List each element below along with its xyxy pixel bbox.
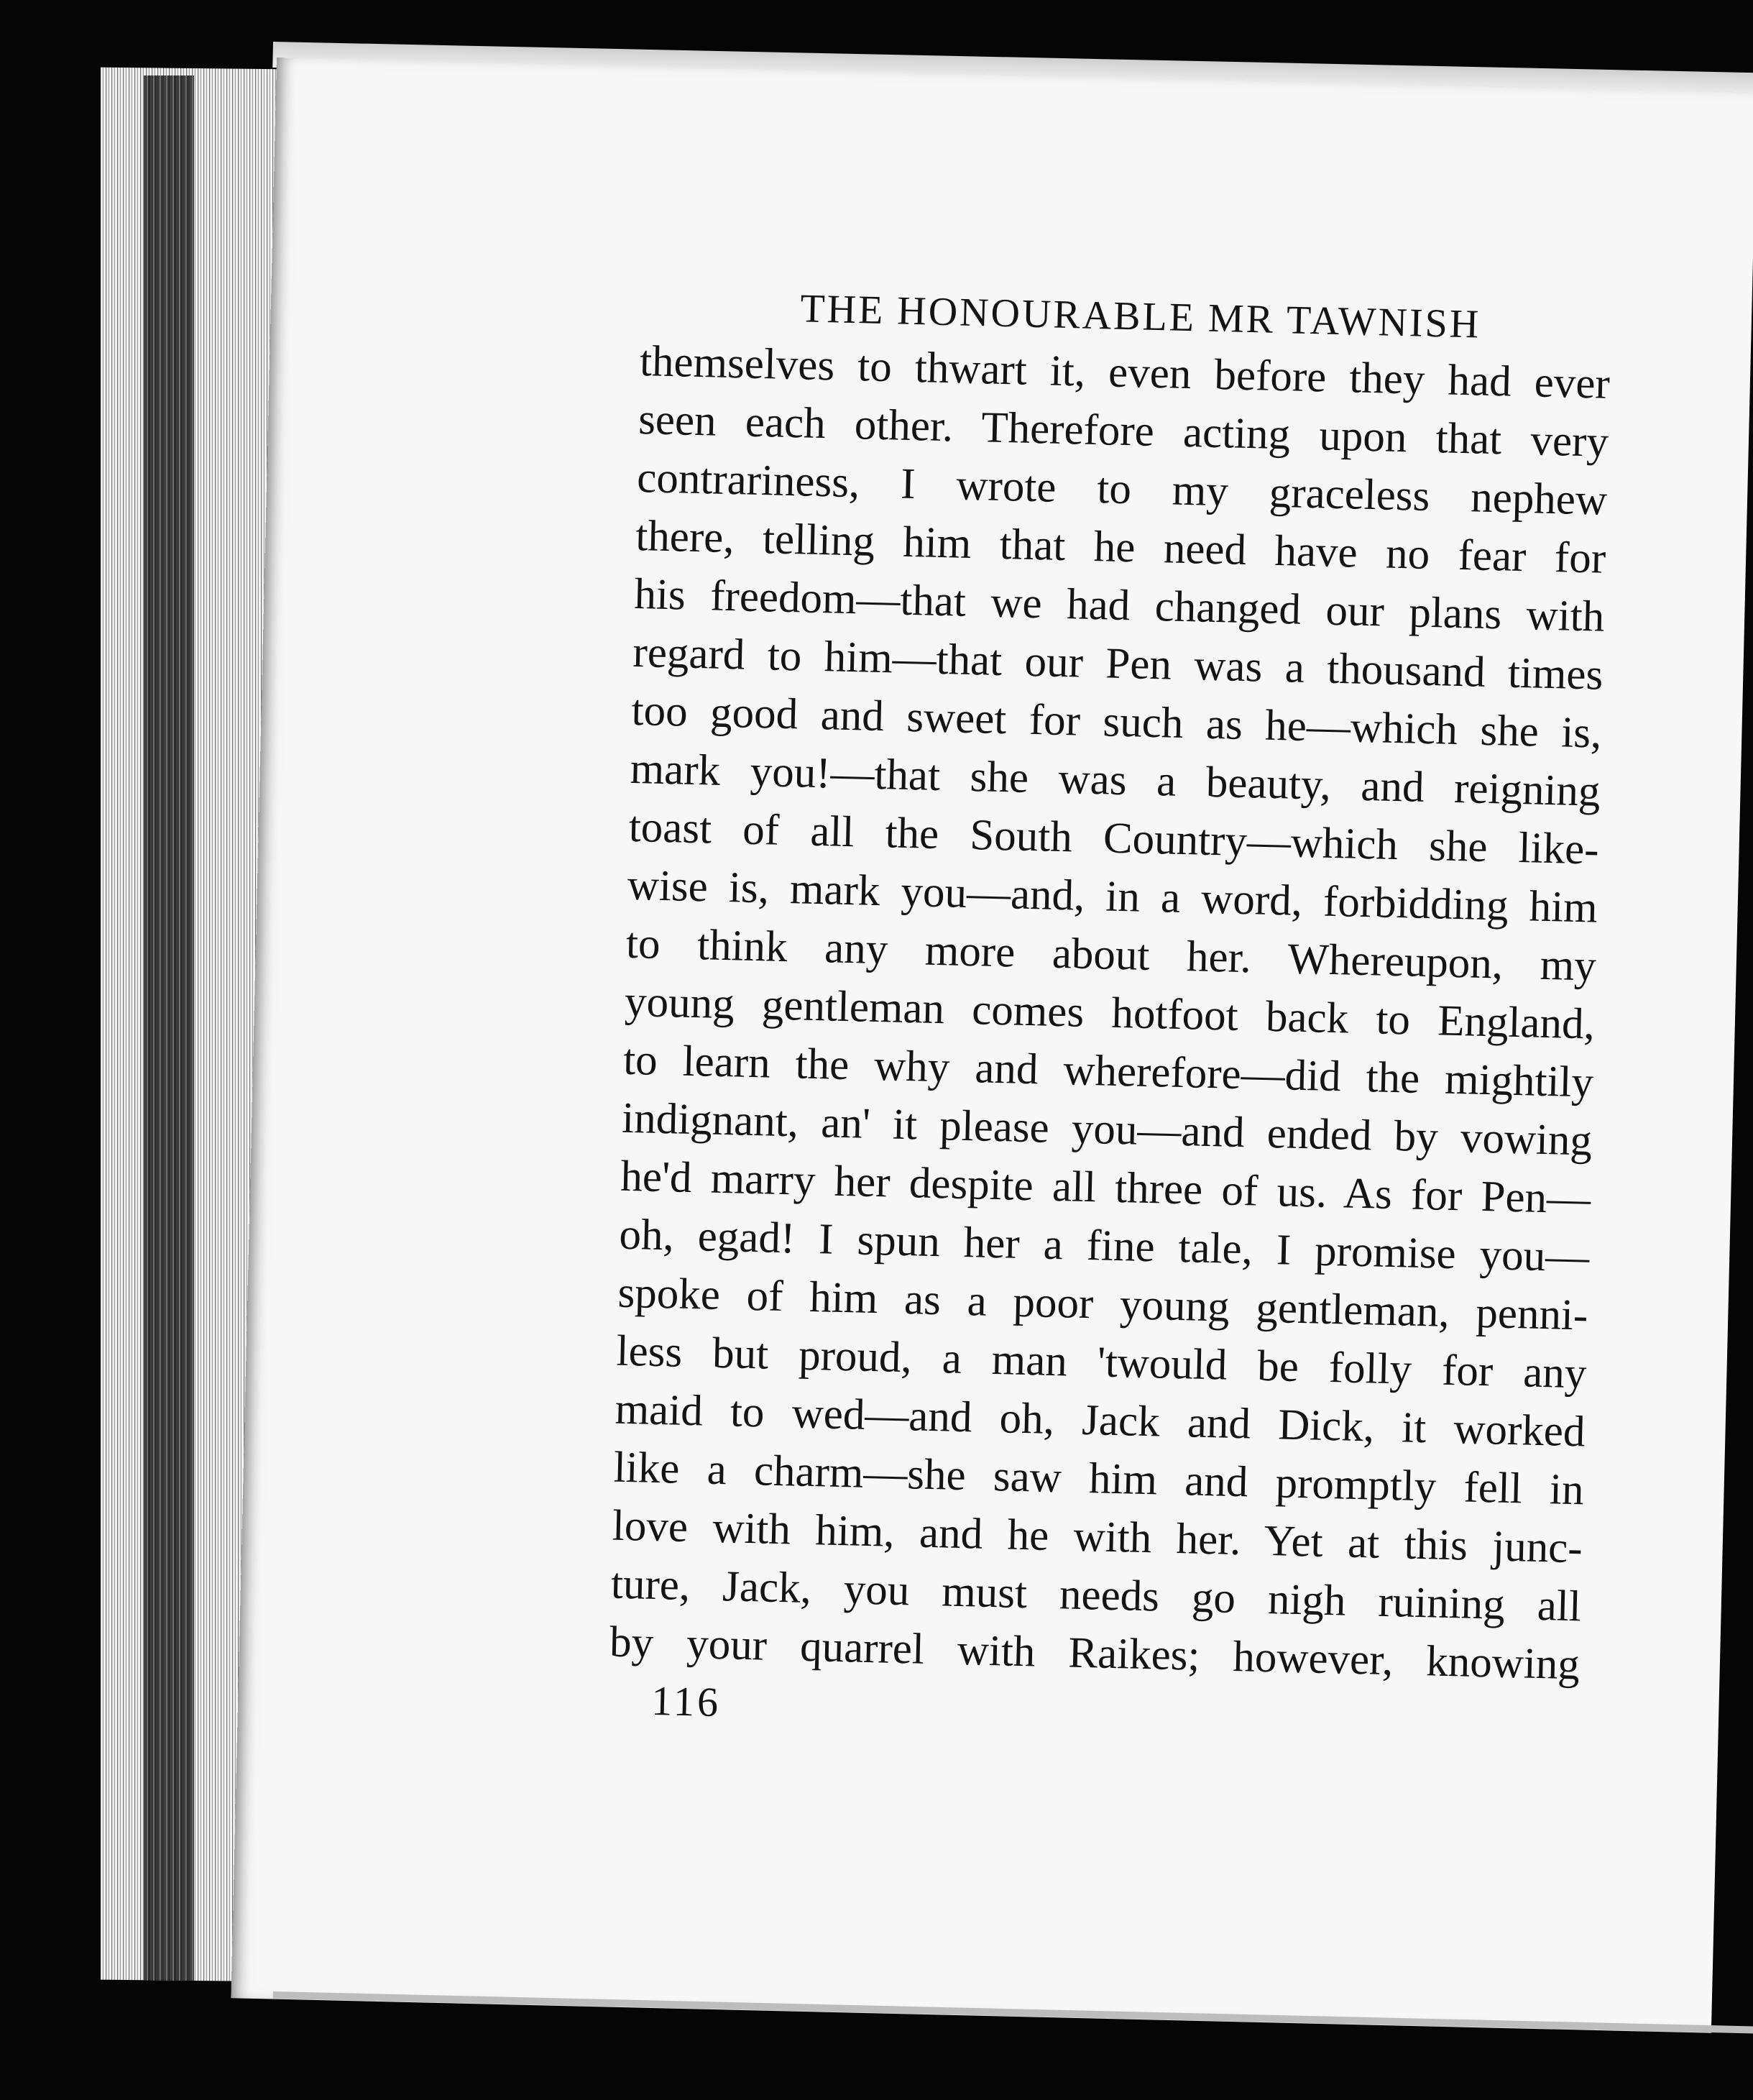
text-line: like a charm—she saw him and promptly fell in: [613, 1443, 1585, 1515]
text-line: there, telling him that he need have no fear for: [635, 511, 1606, 583]
text-line: themselves to thwart it, even before they had ever: [639, 337, 1611, 408]
text-line: maid to wed—and oh, Jack and Dick, it worked: [615, 1385, 1586, 1457]
text-line: ture, Jack, you must needs go nigh ruining all: [610, 1559, 1582, 1631]
text-line: love with him, and he with her. Yet at this junc-: [612, 1501, 1583, 1573]
text-line: oh, egad! I spun her a fine tale, I promise you—: [618, 1210, 1590, 1282]
text-line: his freedom—that we had changed our plans with: [633, 569, 1605, 641]
text-line: too good and sweet for such as he—which she is,: [630, 686, 1603, 758]
running-head: THE HONOURABLE MR TAWNISH: [799, 286, 1481, 347]
text-line: to learn the why and wherefore—did the mightily: [622, 1035, 1594, 1107]
text-line: wise is, mark you—and, in a word, forbidding him: [627, 861, 1598, 932]
book-page: [231, 58, 1753, 2033]
text-line: he'd marry her despite all three of us. As for Pen—: [620, 1152, 1591, 1224]
text-line: indignant, an' it please you—and ended by vowing: [621, 1093, 1593, 1165]
text-line: mark you!—that she was a beauty, and reigning: [630, 744, 1601, 816]
text-line: spoke of him as a poor young gentleman, penni-: [617, 1268, 1589, 1340]
text-line: young gentleman comes hotfoot back to England,: [624, 977, 1596, 1049]
page-edges-shadow: [144, 75, 194, 1981]
text-line: regard to him—that our Pen was a thousand times: [632, 628, 1604, 700]
text-line: contrariness, I wrote to my graceless nephew: [636, 453, 1608, 525]
page-number: 116: [650, 1677, 722, 1726]
text-line: toast of all the South Country—which she like-: [628, 802, 1600, 874]
text-line: seen each other. Therefore acting upon that very: [638, 395, 1609, 467]
text-block: [608, 282, 1612, 1746]
text-line: by your quarrel with Raikes; however, knowing: [609, 1618, 1581, 1689]
text-line: less but proud, a man 'twould be folly for any: [615, 1326, 1588, 1398]
text-line: to think any more about her. Whereupon, my: [625, 919, 1597, 991]
